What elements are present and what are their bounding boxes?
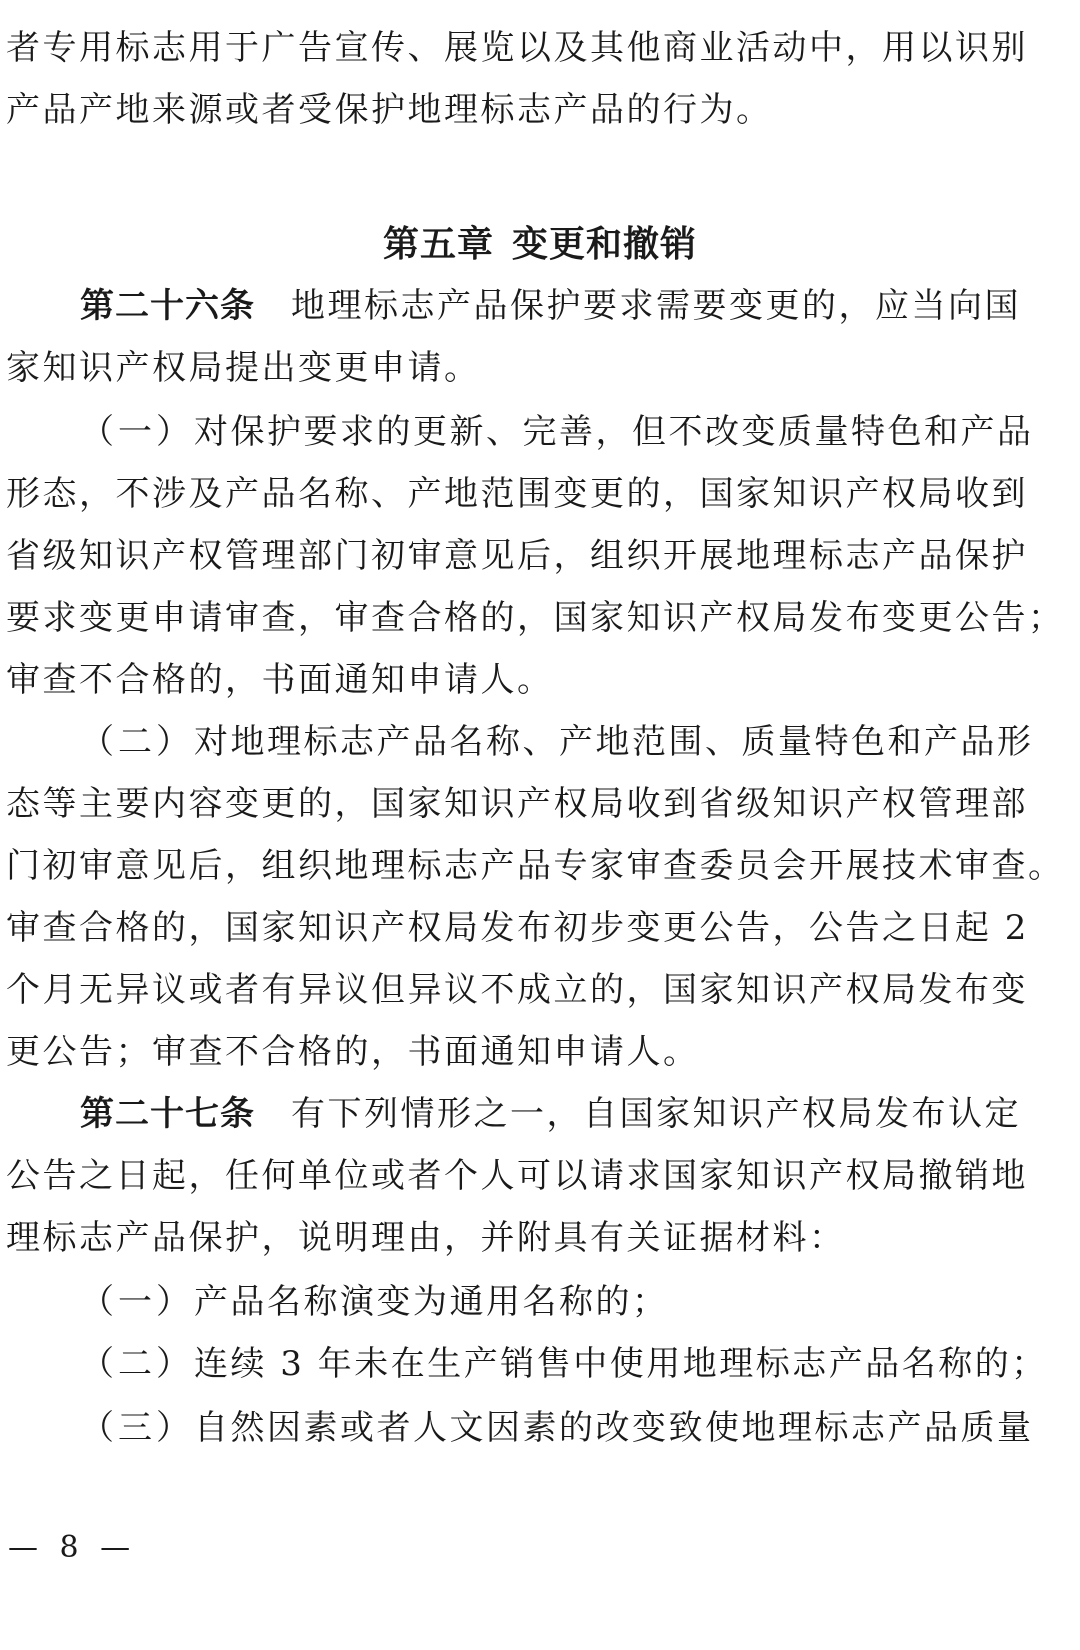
article-26-item-2-first-line xyxy=(80,720,1076,764)
article-27-line-2: 公告之日起，任何单位或者个人可以请求国家知识产权局撤销地 xyxy=(6,1156,1028,1196)
article-27-item-3-text: 自然因素或者人文因素的改变致使地理标志产品质量 xyxy=(194,1408,1034,1448)
continuation-line-2: 产品产地来源或者受保护地理标志产品的行为。 xyxy=(6,90,773,130)
article-26-item-1-text: 对保护要求的更新、完善，但不改变质量特色和产品 xyxy=(194,412,1034,452)
article-27-item-1 xyxy=(80,1280,1076,1324)
article-27-first-line xyxy=(80,1092,1076,1136)
article-27-item-2-text: 连续 3 年未在生产销售中使用地理标志产品名称的； xyxy=(194,1344,1048,1384)
article-26-item-2-line-4: 审查合格的，国家知识产权局发布初步变更公告，公告之日起 2 xyxy=(6,908,1029,948)
article-26-first-line xyxy=(80,284,1076,328)
chapter-heading xyxy=(0,222,1080,268)
article-27-text: 有下列情形之一，自国家知识产权局发布认定 xyxy=(291,1094,1021,1134)
article-26-item-2-line-6: 更公告；审查不合格的，书面通知申请人。 xyxy=(6,1032,700,1072)
article-26-label: 第二十六条 xyxy=(80,286,255,326)
article-26-item-2-line-3: 门初审意见后，组织地理标志产品专家审查委员会开展技术审查。 xyxy=(6,846,1065,886)
chapter-number: 第五章 xyxy=(382,224,494,265)
article-26-item-1-line-4: 要求变更申请审查，审查合格的，国家知识产权局发布变更公告； xyxy=(6,598,1065,638)
article-27-item-3 xyxy=(80,1406,1076,1450)
article-26-item-1-line-2: 形态，不涉及产品名称、产地范围变更的，国家知识产权局收到 xyxy=(6,474,1028,514)
article-26-item-1-line-3: 省级知识产权管理部门初审意见后，组织开展地理标志产品保护 xyxy=(6,536,1028,576)
article-27-item-3-label: （三） xyxy=(80,1408,194,1448)
article-26-item-2-line-2: 态等主要内容变更的，国家知识产权局收到省级知识产权管理部 xyxy=(6,784,1028,824)
article-26-item-2-text: 对地理标志产品名称、产地范围、质量特色和产品形 xyxy=(194,722,1034,762)
article-27-line-3: 理标志产品保护，说明理由，并附具有关证据材料： xyxy=(6,1218,846,1258)
article-26-item-1-first-line xyxy=(80,410,1076,454)
chapter-title: 变更和撤销 xyxy=(512,224,698,265)
article-26-item-2-label: （二） xyxy=(80,722,194,762)
continuation-line-1: 者专用标志用于广告宣传、展览以及其他商业活动中，用以识别 xyxy=(6,28,1028,68)
article-26-item-1-label: （一） xyxy=(80,412,194,452)
article-26-item-2-line-5: 个月无异议或者有异议但异议不成立的，国家知识产权局发布变 xyxy=(6,970,1028,1010)
article-27-item-1-text: 产品名称演变为通用名称的； xyxy=(194,1282,669,1322)
page-number: — 8 — xyxy=(8,1530,137,1565)
article-27-item-1-label: （一） xyxy=(80,1282,194,1322)
article-26-item-1-line-5: 审查不合格的，书面通知申请人。 xyxy=(6,660,554,700)
article-26-text: 地理标志产品保护要求需要变更的，应当向国 xyxy=(291,286,1021,326)
article-27-item-2 xyxy=(80,1342,1076,1386)
article-27-item-2-label: （二） xyxy=(80,1344,194,1384)
article-27-label: 第二十七条 xyxy=(80,1094,255,1134)
article-26-line-2: 家知识产权局提出变更申请。 xyxy=(6,348,481,388)
